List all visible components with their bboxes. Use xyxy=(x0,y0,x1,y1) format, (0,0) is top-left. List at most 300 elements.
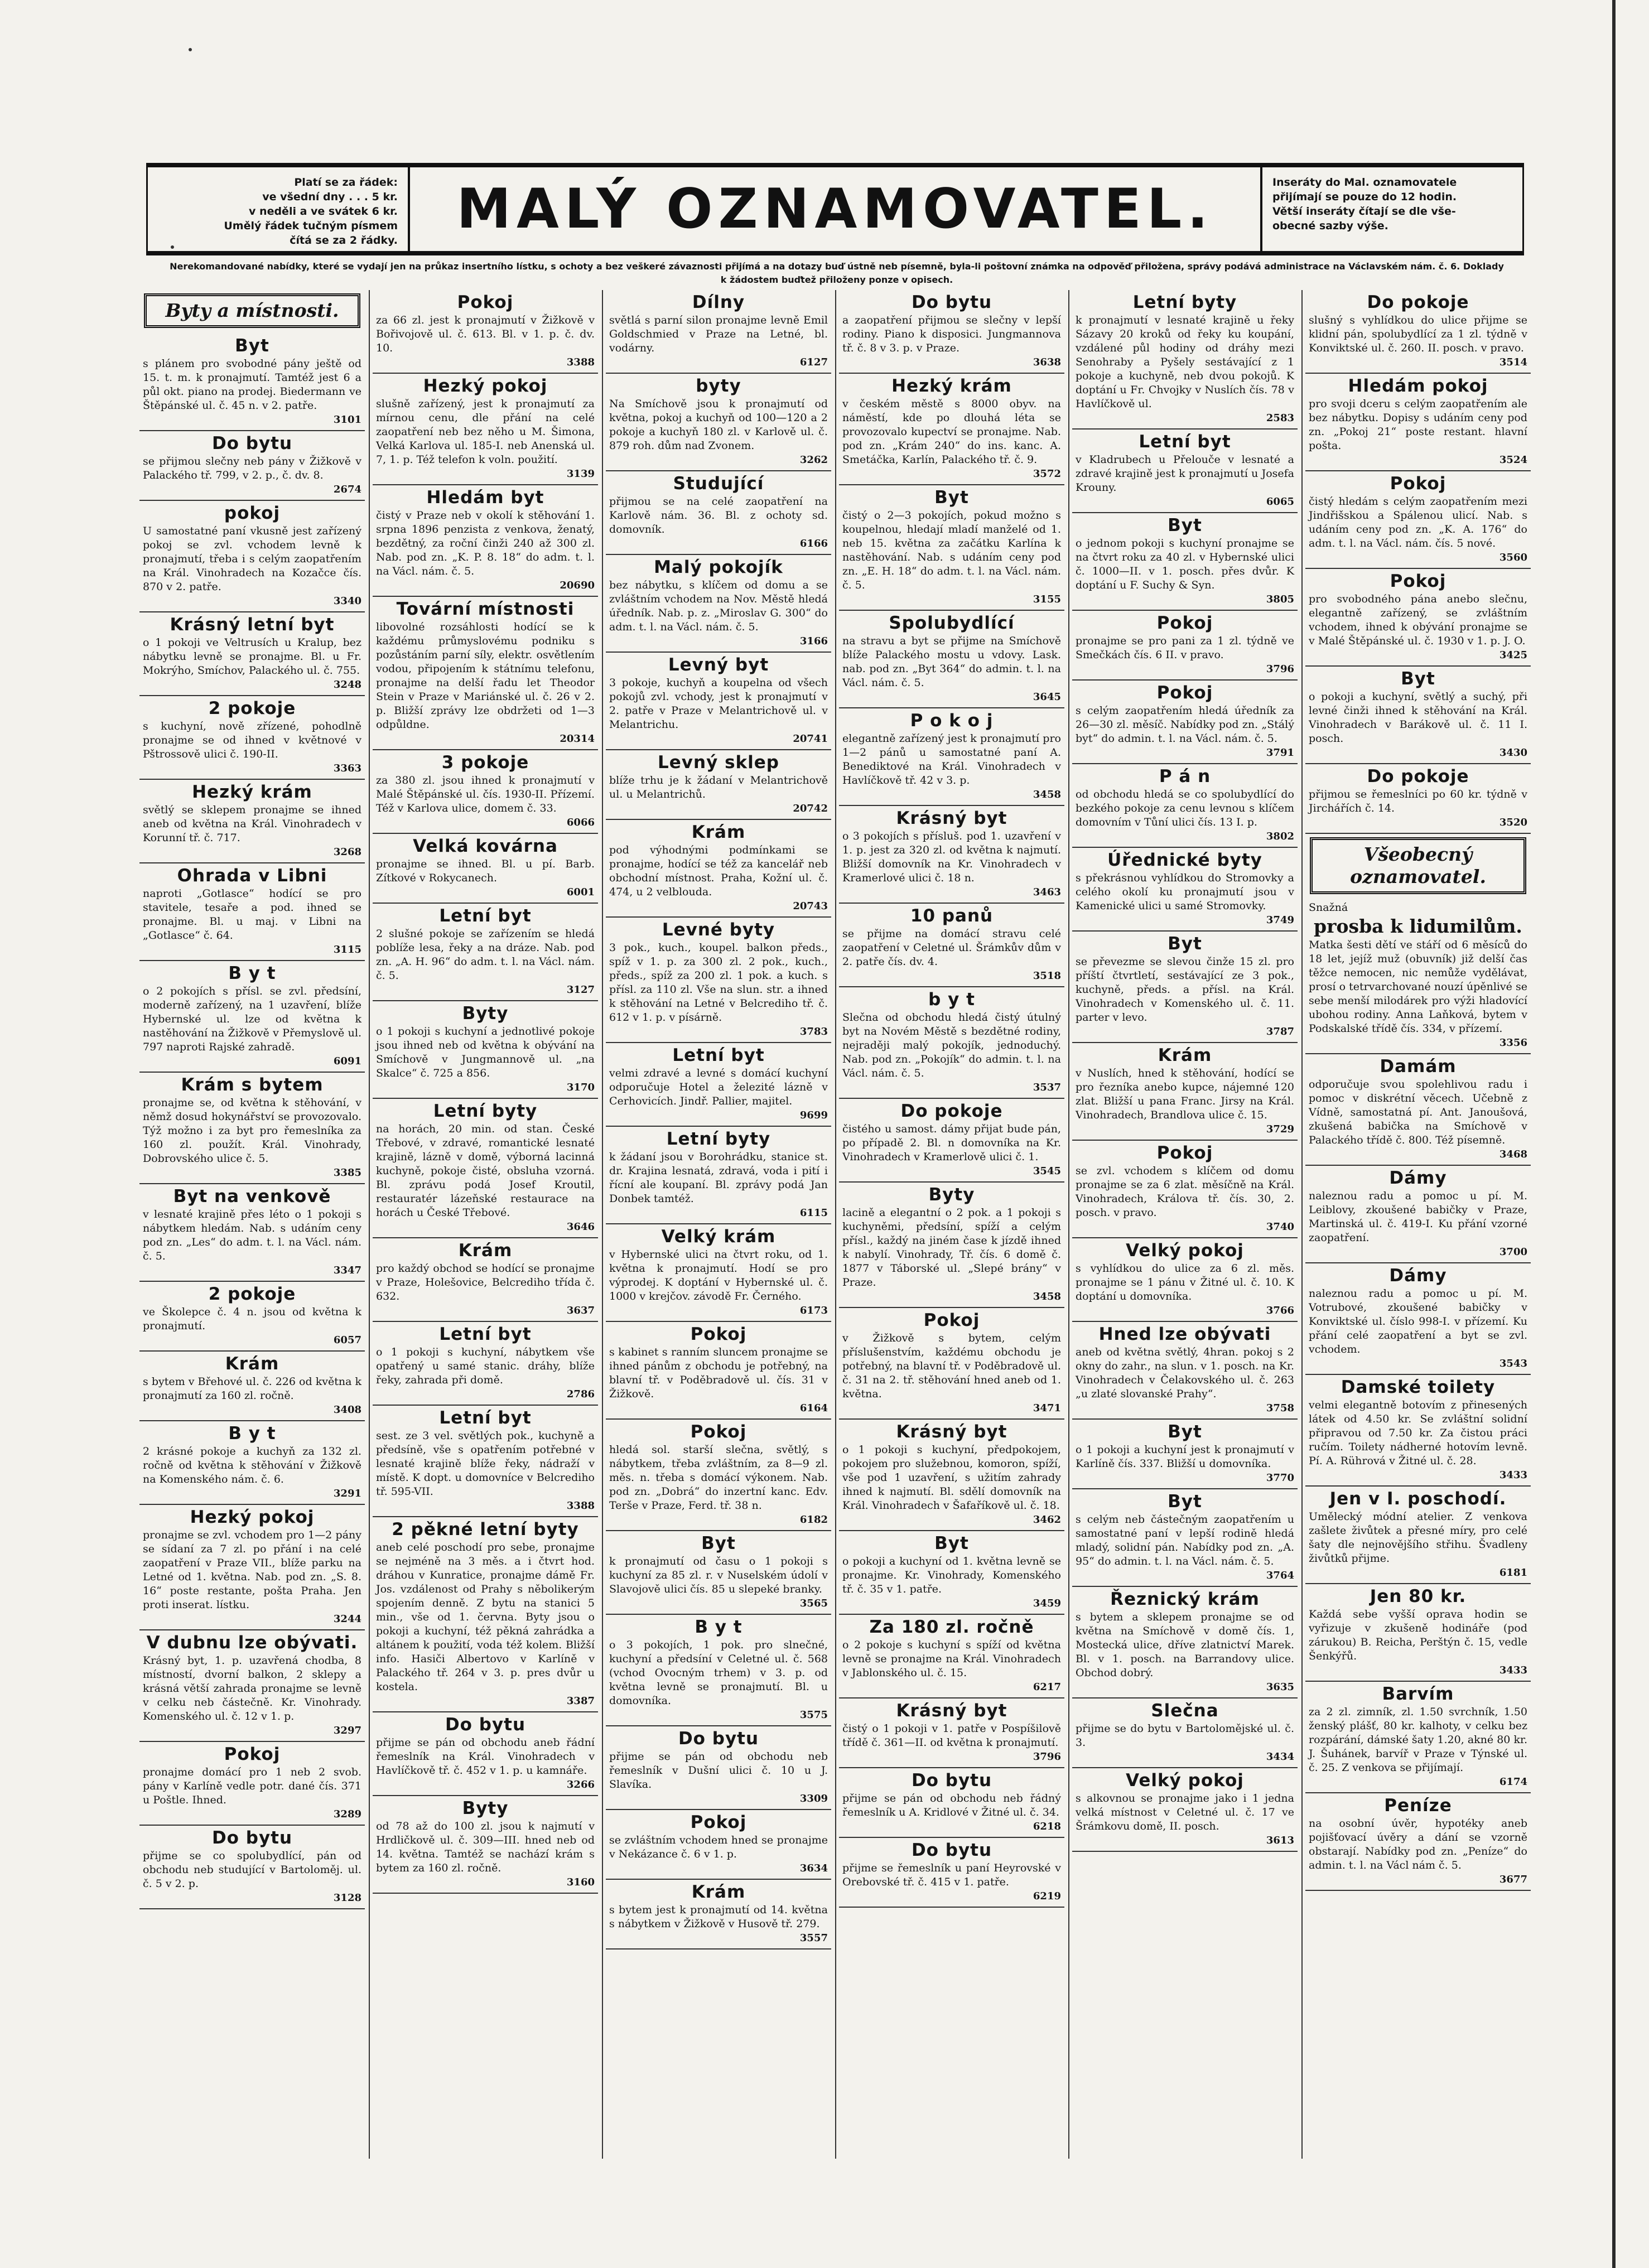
ad-heading: Krám xyxy=(458,1241,513,1261)
classified-ad xyxy=(606,750,831,820)
classified-ad xyxy=(139,501,365,612)
ad-text: o jednom pokoji s kuchyní pronajme se na čtvrt roku za 40 zl. v Hybernské ulici č. 1000—II. v 1. posch. přes dvůr. K doptání u F. Suchy & Syn. xyxy=(1076,537,1294,591)
ad-heading: Krásný byt xyxy=(896,808,1007,828)
section-title: Všeobecný oznamovatel. xyxy=(1310,837,1526,894)
ad-number: 3458 xyxy=(1033,789,1061,800)
ad-number: 3524 xyxy=(1499,454,1527,466)
classified-ad xyxy=(606,1810,831,1880)
ad-heading: Byt xyxy=(1168,515,1202,535)
ad-number: 20314 xyxy=(560,733,595,745)
ad-text: přijme se do bytu v Bartolomějské ul. č. 3. xyxy=(1076,1722,1294,1749)
ad-text: odporučuje svou spolehlivou radu i pomoc v diskrétní věcech. Učebně z Vídně, samostatná pí. Ant. Janoušová, zkušená babička na Smíchově v Palackého třídě č. 800. Též písemně. xyxy=(1309,1078,1527,1146)
pricing-line: čítá se za 2 řádky. xyxy=(290,234,398,247)
ad-heading: Jen 80 kr. xyxy=(1370,1586,1467,1606)
ad-number: 20741 xyxy=(793,733,828,745)
ad-text: za 380 zl. jsou ihned k pronajmutí v Malé Štěpánské ul. čís. 1930-II. Přízemí. Též v Karlova ulice, domem č. 33. xyxy=(376,774,595,814)
ad-heading: Letní byt xyxy=(439,906,532,926)
classified-ad xyxy=(1072,848,1298,932)
ad-text: na horách, 20 min. od stan. České Třebové, v zdravé, romantické lesnaté krajině, lázně v domě, výborná lacinná kuchyně, pokoje čisté, obsluha vzorná. Bl. zprávu podá Josef Kroutil, restauratér lázeňské restaurace na horách u České Třebové. xyxy=(376,1123,595,1219)
ad-number: 3646 xyxy=(566,1221,595,1233)
classified-ad xyxy=(1072,764,1298,848)
classified-ad xyxy=(1072,513,1298,611)
classified-ad xyxy=(839,290,1064,374)
ad-number: 3565 xyxy=(799,1598,828,1609)
ad-heading: B y t xyxy=(228,963,276,983)
ad-number: 3139 xyxy=(566,468,595,480)
ad-text: o 2 pokoje s kuchyní s spíží od května levně se pronajme na Král. Vinohradech v Jablonského ul. č. 15. xyxy=(842,1639,1061,1679)
ad-heading: Do bytu xyxy=(678,1729,759,1749)
ad-heading: Velký pokoj xyxy=(1126,1241,1244,1261)
classified-ad xyxy=(1305,1166,1531,1263)
classified-ad xyxy=(606,1127,831,1224)
ad-heading: Damské toilety xyxy=(1341,1377,1496,1397)
ad-text: Každá sebe vyšší oprava hodin se vyřizuje v zkušeně hodináře (pod zárukou) B. Reicha, Perštýn č. 15, vedle Šenkýřů. xyxy=(1309,1608,1527,1662)
ad-number: 3297 xyxy=(333,1725,361,1736)
classified-ad xyxy=(839,1698,1064,1768)
ad-text: se zvláštním vchodem hned se pronajme v Nekázance č. 6 v 1. p. xyxy=(609,1834,828,1860)
classified-ad xyxy=(606,1615,831,1726)
classified-ad xyxy=(839,485,1064,611)
classified-ad xyxy=(1305,1487,1531,1584)
classified-ad xyxy=(1305,471,1531,569)
ad-heading: Levný sklep xyxy=(658,752,779,773)
ad-text: slušný s vyhlídkou do ulice přijme se klidní pán, spolubydlící za 1 zl. týdně v Konviktské ul. č. 260. II. posch. v pravo. xyxy=(1309,314,1527,354)
ad-text: přijme se pán od obchodu neb řemeslník v Dušní ulici č. 10 u J. Slavíka. xyxy=(609,1750,828,1791)
classified-ad xyxy=(139,1184,365,1282)
classified-ad xyxy=(139,334,365,431)
ad-number: 3749 xyxy=(1266,914,1294,926)
ad-heading: Letní byty xyxy=(1132,292,1237,312)
ad-number: 3700 xyxy=(1499,1246,1527,1258)
ad-heading: Do pokoje xyxy=(1367,766,1469,786)
ad-text: o 1 pokoji s kuchyní a jednotlivé pokoje jsou ihned neb od května k obývání na Smíchově v Jungmannově ul. „na Skalce“ č. 725 a 856. xyxy=(376,1025,595,1079)
classified-ad xyxy=(373,1099,598,1238)
ad-heading: Velká kovárna xyxy=(413,836,558,856)
ad-number: 3408 xyxy=(333,1404,361,1416)
ad-text: slušně zařízený, jest k pronajmutí za mírnou cenu, dle přání na celé zaopatření neb bez něho u M. Šimona, Velká Karlova ul. 185-I. neb Anenská ul. 7, 1. p. Též telefon k voln. použití. xyxy=(376,398,595,466)
ad-number: 3572 xyxy=(1033,468,1061,480)
ad-heading: Byt xyxy=(1168,934,1202,954)
ad-heading: Pokoj xyxy=(1156,683,1213,703)
classified-ad xyxy=(606,290,831,374)
ad-text: čistý o 2—3 pokojích, pokud možno s koupelnou, hledají mladí manželé od 1. neb 15. května za začátku Karlína k nastěhování. Nab. s udáním ceny pod zn. „E. H. 18“ do adm. t. l. na Václ. nám. č. 5. xyxy=(842,509,1061,591)
ad-heading: Do pokoje xyxy=(1367,292,1469,312)
classified-ad xyxy=(139,1826,365,1909)
ad-heading: P o k o j xyxy=(910,711,994,731)
classified-ad xyxy=(606,374,831,471)
ad-number: 3796 xyxy=(1266,663,1294,675)
ad-number: 2583 xyxy=(1266,412,1294,424)
ad-text: bez nábytku, s klíčem od domu a se zvláštním vchodem na Nov. Městě hledá úředník. Nab. p. z. „Miroslav G. 300“ do adm. t. l. na Václ. nám. č. 5. xyxy=(609,579,828,633)
ad-text: s bytem jest k pronajmutí od 14. května s nábytkem v Žižkově v Husově tř. 279. xyxy=(609,1904,828,1930)
ad-heading: Krásný letní byt xyxy=(170,615,335,635)
ad-text: Krásný byt, 1. p. uzavřená chodba, 8 místností, dvorní balkon, 2 sklepy a krásná větší zahrada pronajme se levně v celku neb částečně. Kr. Vinohrady. Komenského ul. č. 12 v 1. p. xyxy=(143,1654,361,1722)
ad-heading: Byty xyxy=(462,1003,509,1024)
ad-heading: Do bytu xyxy=(445,1715,526,1735)
ad-number: 6057 xyxy=(333,1334,361,1346)
ad-heading: Krásný byt xyxy=(896,1701,1007,1721)
ad-text: s kabinet s ranním sluncem pronajme se ihned pánům z obchodu je potřebný, na blavní tř. v Poděbradově ul. čís. 31 v Žižkově. xyxy=(609,1346,828,1400)
classified-ad xyxy=(1072,611,1298,681)
ad-text: Umělecký módní atelier. Z venkova zašlete živůtek a přesné míry, pro celé šaty dle nejnovějšího střihu. Švadleny živůtků přijme. xyxy=(1309,1511,1527,1565)
ad-text: za 2 zl. zimník, zl. 1.50 svrchník, 1.50 ženský plášť, 80 kr. kalhoty, v celku bez rozpárání, dámské šaty 1.20, akné 80 kr. J. Šuhánek, barvíř v Praze v Týnské ul. č. 25. Z venkova se přijímají. xyxy=(1309,1706,1527,1774)
ad-number: 3766 xyxy=(1266,1305,1294,1316)
section-title: Byty a místnosti. xyxy=(144,293,360,328)
ad-number: 3575 xyxy=(799,1709,828,1721)
ad-text: naleznou radu a pomoc u pí. M. Votrubové, zkoušené babičky v Konviktské ul. číslo 998-I. v přízemí. Ku přání celé zaopatření a byt se zvl. vchodem. xyxy=(1309,1287,1527,1355)
classified-ad xyxy=(139,1421,365,1505)
classified-ad xyxy=(373,374,598,485)
ad-number: 3268 xyxy=(333,846,361,858)
ad-text: v českém městě s 8000 obyv. na náměstí, kde po dlouhá léta se provozovalo kupectví se pronajme. Nab. pod zn. „Krám 240“ do ins. kanc. A. Smetáčka, Karlín, Palackého tř. č. 9. xyxy=(842,398,1061,466)
ad-text: naleznou radu a pomoc u pí. M. Leiblovy, zkoušené babičky v Praze, Martinská ul. č. 419-I. Ku přání vzorné zaopatření. xyxy=(1309,1190,1527,1244)
ad-text: libovolné rozsáhlosti hodící se k každému průmyslovému podniku s pozůstáním parní síly, elektr. osvětlením vodou, připojením k státnímu telefonu, pronajme na delší řadu let Theodor Stein v Praze v Mariánské ul. č. 26 v 2. p. Bližší zprávy lze obdržeti od 1—3 odpůldne. xyxy=(376,621,595,731)
ad-heading: Krám xyxy=(225,1354,279,1374)
classified-ad xyxy=(1305,374,1531,471)
classified-ad xyxy=(1305,1263,1531,1375)
ad-text: přijme se pán od obchodu aneb řádní řemeslník na Král. Vinohradech v Havlíčkově tř. č. 452 v 1. p. u kamnáře. xyxy=(376,1736,595,1777)
classified-ad xyxy=(139,961,365,1073)
ad-heading: Dámy xyxy=(1389,1168,1447,1188)
ad-heading: Letní byt xyxy=(439,1324,532,1344)
ad-heading: Pokoj xyxy=(690,1812,747,1832)
masthead-note: Nerekomandované nabídky, které se vydají jen na průkaz insertního lístku, s ochoty a bez veškeré závaznosti přijímá a na dotazy buď ústně neb písemně, byla-li poštovní známka na odpověď přiložena, správy podává administrace na Václavském nám. č. 6. Doklady k žádostem buďtež přiloženy ponze v opisech. xyxy=(170,261,1504,285)
ad-number: 3115 xyxy=(333,944,361,956)
ad-number: 6001 xyxy=(566,886,595,898)
ad-number: 3557 xyxy=(799,1932,828,1944)
pricing-line: v neděli a ve svátek 6 kr. xyxy=(249,205,398,218)
classified-ad xyxy=(1305,569,1531,667)
classified-ad xyxy=(1305,900,1531,1054)
ad-text: aneb od května světlý, 4hran. pokoj s 2 okny do zahr., na slun. v 1. posch. na Kr. Vinohradech v Čelakovského ul. č. 263 „u zlaté slovanské Prahy“. xyxy=(1076,1346,1294,1400)
classified-ad xyxy=(373,1406,598,1517)
ad-heading: Za 180 zl. ročně xyxy=(869,1617,1034,1637)
ad-heading: Pokoj xyxy=(1390,474,1447,494)
ad-heading: Byt xyxy=(934,488,969,508)
classified-ad xyxy=(839,1183,1064,1308)
ad-heading: Jen v I. poschodí. xyxy=(1329,1489,1507,1509)
ad-text: 3 pokoje, kuchyň a koupelna od všech pokojů zvl. vchody, jest k pronajmutí v 2. patře v Praze v Melantrichově ul. v Melantrichu. xyxy=(609,677,828,731)
classified-ad xyxy=(606,555,831,653)
classified-ad xyxy=(606,1531,831,1615)
classified-ad xyxy=(1305,1584,1531,1682)
ad-number: 3101 xyxy=(333,414,361,426)
classified-ad xyxy=(139,696,365,780)
ad-number: 6174 xyxy=(1499,1776,1527,1788)
ad-text: pronajme domácí pro 1 neb 2 svob. pány v Karlíně vedle potr. dané čís. 371 u Poštle. Ihned. xyxy=(143,1766,361,1806)
classified-ad xyxy=(1072,932,1298,1043)
ad-heading: Byty xyxy=(928,1185,975,1205)
ad-number: 3244 xyxy=(333,1613,361,1625)
ad-text: o 1 pokoji ve Veltrusích u Kralup, bez nábytku levně se pronajme. Bl. u Fr. Mokrýho, Smíchov, Palackého ul. č. 755. xyxy=(143,636,361,677)
classified-ad xyxy=(139,1505,365,1630)
ad-heading: Byt xyxy=(701,1533,736,1553)
ad-heading: Byty xyxy=(462,1798,509,1818)
classified-ad xyxy=(1305,290,1531,374)
ad-number: 6065 xyxy=(1266,496,1294,508)
ad-text: s vyhlídkou do ulice za 6 zl. měs. pronajme se 1 pánu v Žitné ul. č. 10. K doptání u domovníka. xyxy=(1076,1262,1294,1302)
ad-heading: Krásný byt xyxy=(896,1422,1007,1442)
ad-text: za 66 zl. jest k pronajmutí v Žižkově v Bořivojově ul. č. 613. Bl. v 1. p. č. dv. 10. xyxy=(376,314,595,354)
ad-number: 3388 xyxy=(566,1500,595,1512)
ad-column-6 xyxy=(1305,290,1531,2159)
ad-number: 6217 xyxy=(1033,1681,1061,1693)
ad-number: 3543 xyxy=(1499,1358,1527,1369)
ad-heading: Tovární místnosti xyxy=(396,599,575,619)
classified-ad xyxy=(839,1615,1064,1698)
ad-number: 6091 xyxy=(333,1055,361,1067)
ad-number: 3385 xyxy=(333,1167,361,1179)
ad-number: 3677 xyxy=(1499,1874,1527,1885)
ad-number: 3289 xyxy=(333,1808,361,1820)
ad-text: na stravu a byt se přijme na Smíchově blíže Palackého mostu u vdovy. Lask. nab. pod zn. „Byt 364“ do admin. t. l. na Václ. nám. č. 5. xyxy=(842,635,1061,689)
ad-text: sest. ze 3 vel. světlých pok., kuchyně a předsíně, vše s opatřením potřebné v lesnaté krajině blíže řeky, nádraží v místě. K dopt. u domovníce v Belcrediho tř. 595-VII. xyxy=(376,1430,595,1498)
classified-ad xyxy=(839,987,1064,1099)
ad-heading: Levné byty xyxy=(662,920,775,940)
ad-number: 3758 xyxy=(1266,1402,1294,1414)
ad-number: 9699 xyxy=(799,1109,828,1121)
ad-heading: 3 pokoje xyxy=(441,752,529,773)
classified-ad xyxy=(1072,1141,1298,1238)
ad-heading: 10 panů xyxy=(910,906,994,926)
ad-number: 3635 xyxy=(1266,1681,1294,1693)
ad-number: 3363 xyxy=(333,763,361,774)
ad-number: 3638 xyxy=(1033,356,1061,368)
classified-ad xyxy=(839,374,1064,485)
ad-number: 20742 xyxy=(793,803,828,814)
ad-number: 3537 xyxy=(1033,1082,1061,1093)
ad-heading: Úřednické byty xyxy=(1107,850,1262,870)
ad-heading: Hezký krám xyxy=(192,782,312,802)
classified-ad xyxy=(139,1073,365,1184)
ad-heading: Hezký krám xyxy=(891,376,1012,396)
ad-number: 3160 xyxy=(566,1876,595,1888)
ad-heading: Levný byt xyxy=(668,655,769,675)
ad-text: s alkovnou se pronajme jako i 1 jedna velká místnost v Celetné ul. č. 17 ve Šrámkovu domě, II. posch. xyxy=(1076,1792,1294,1832)
ad-text: o 1 pokoji s kuchyní, předpokojem, pokojem pro služebnou, komoron, spíží, vše pod 1 uzavření, s užitím zahrady ihned k najmutí. Bl. sdělí domovník na Král. Vinohradech v Šafaříkově ul. č. 18. xyxy=(842,1444,1061,1512)
ad-text: aneb celé poschodí pro sebe, pronajme se nejméně na 3 měs. a i čtvrt hod. dráhou v Kunratice, pronajme dámě Fr. Jos. vzdálenost od Prahy s něbolikerým spojením denně. Z bytu na stanici 5 min., vše od 1. června. Byty jsou o pokoji a kuchyní, též pěkná zahrádka a altánem k použití, voda též kolem. Bližší info. Hasiči Albertovo v Karlíně v Palackého tř. 264 v 3. p. pres dvůr u kostela. xyxy=(376,1541,595,1693)
ad-text: k pronajmutí od času o 1 pokoji s kuchyní za 85 zl. r. v Nuselském údolí v Slavojově ulici čís. 85 u slepeké branky. xyxy=(609,1555,828,1595)
ad-number: 3433 xyxy=(1499,1469,1527,1481)
ad-number: 3388 xyxy=(566,356,595,368)
classified-ad xyxy=(1305,667,1531,764)
ad-heading: Pokoj xyxy=(690,1422,747,1442)
classified-ad xyxy=(839,611,1064,708)
ad-number: 3262 xyxy=(799,454,828,466)
ad-text: o 2 pokojích s přísl. se zvl. předsíní, moderně zařízený, na 1 uzavření, blíže Hybernské ul. lze od května k nastěhování na Žižkově v Přemyslově ul. 797 naproti Rajské zahradě. xyxy=(143,985,361,1053)
ad-number: 3127 xyxy=(566,984,595,996)
classified-ad xyxy=(139,431,365,501)
ad-text: čistý v Praze neb v okolí k stěhování 1. srpna 1896 penzista z venkova, ženatý, bezdětný, za roční činži 240 až 300 zl. Nab. pod zn. „K. P. 8. 18“ do adm. t. l. na Václ. nám. č. 5. xyxy=(376,509,595,577)
ad-text: s překrásnou vyhlídkou do Stromovky a celého okolí ku pronajmutí jsou v Kamenické ulici u samé Stromovky. xyxy=(1076,872,1294,912)
classified-ad xyxy=(839,1099,1064,1183)
ad-number: 6127 xyxy=(799,356,828,368)
classified-ad xyxy=(839,1838,1064,1908)
ad-heading: Hezký pokoj xyxy=(190,1507,315,1527)
classified-ad xyxy=(839,904,1064,987)
ad-text: o 1 pokoji a kuchyní jest k pronajmutí v Karlíně čís. 337. Bližší u domovníka. xyxy=(1076,1444,1294,1470)
classified-ad xyxy=(373,290,598,374)
ad-number: 6166 xyxy=(799,538,828,549)
ad-heading: byty xyxy=(696,376,741,396)
ad-number: 3471 xyxy=(1033,1402,1061,1414)
ad-number: 3787 xyxy=(1266,1026,1294,1038)
ad-number: 6115 xyxy=(799,1207,828,1219)
ad-text: k žádaní jsou v Borohrádku, stanice st. dr. Krajina lesnatá, zdravá, voda i pití i řícní ale koupaní. Bl. zprávy podá Jan Donbek tamtéž. xyxy=(609,1151,828,1205)
ad-number: 6173 xyxy=(799,1305,828,1316)
ad-number: 3560 xyxy=(1499,552,1527,563)
ad-text: pronajme se ihned. Bl. u pí. Barb. Zítkové v Rokycanech. xyxy=(376,858,595,884)
masthead-title: MALÝ OZNAMOVATEL. xyxy=(456,177,1214,241)
ad-number: 3462 xyxy=(1033,1514,1061,1526)
classified-ad xyxy=(373,834,598,904)
ad-number: 3266 xyxy=(566,1779,595,1791)
classified-ad xyxy=(606,1726,831,1810)
ad-text: se převezme se slevou činže 15 zl. pro příští čtvrtletí, sestávající ze 3 pok., kuchyně, předs. a přísl. na Král. Vinohradech v Komenského ul. č. 11. parter v levo. xyxy=(1076,956,1294,1024)
ad-text: v lesnaté krajině přes léto o 1 pokoji s nábytkem hledám. Nab. s udáním ceny pod zn. „Les“ do adm. t. l. na Václ. nám. č. 5. xyxy=(143,1208,361,1262)
ad-text: Matka šesti dětí ve stáří od 6 měsíců do 18 let, jejíž muž (obuvník) již delší čas těžce nemocen, nic nemůže vydělávat, prosí o tetrvarchované nouzí úpěnlivé se sebe menší milodárek pro výži hladovící ubohou rodiny. Anna Laňková, bytem v Podskalské třídě čís. 334, v přízemí. xyxy=(1309,939,1527,1035)
ad-text: o 1 pokoji s kuchyní, nábytkem vše opatřený u samé stanic. dráhy, blíže řeky, zahrada při domě. xyxy=(376,1346,595,1386)
ad-heading: Peníze xyxy=(1384,1796,1452,1816)
ad-text: čistý o 1 pokoji v 1. patře v Pospíšilově třídě č. 361—II. od května k pronajmutí. xyxy=(842,1722,1061,1749)
ad-text: pronajme se pro pani za 1 zl. týdně ve Smečkách čís. 6 II. v pravo. xyxy=(1076,635,1294,661)
ad-heading: Letní byt xyxy=(672,1045,765,1065)
ad-number: 6218 xyxy=(1033,1821,1061,1832)
ad-heading: Krám xyxy=(691,822,746,842)
classified-ad xyxy=(1072,1489,1298,1587)
ad-number: 3309 xyxy=(799,1793,828,1804)
classified-ad xyxy=(373,1712,598,1796)
ad-text: pronajme se zvl. vchodem pro 1—2 pány se sídaní za 7 zl. po přání i na celé zaopatření v Praze VII., blíže parku na Letné od 1. května. Nab. pod zn. „S. 8. 16“ poste restante, pošta Praha. Jen proti inserat. lístku. xyxy=(143,1529,361,1611)
ad-text: hledá sol. starší slečna, světlý, s nábytkem, třeba zvláštním, za 8—9 zl. měs. n. třeba s domácí výkonem. Nab. pod zn. „Dobrá“ do inzertní kanc. Edv. Terše v Praze, Ferd. tř. 38 n. xyxy=(609,1444,828,1512)
ad-heading: Malý pokojík xyxy=(654,557,783,577)
classified-ad xyxy=(606,1880,831,1949)
classified-ad xyxy=(373,485,598,597)
ad-number: 3340 xyxy=(333,595,361,607)
ad-number: 6181 xyxy=(1499,1567,1527,1579)
ad-column-2 xyxy=(373,290,598,2159)
classified-ad xyxy=(1072,430,1298,513)
ad-text: s kuchyní, nově zřízené, pohodlně pronajme se od ihned v květnové v Pštrossově ulici č. 190-II. xyxy=(143,720,361,760)
ad-number: 3634 xyxy=(799,1862,828,1874)
ad-heading: Byt xyxy=(1168,1422,1202,1442)
classified-ad xyxy=(1305,1375,1531,1487)
ad-text: blíže trhu je k žádaní v Melantrichově ul. u Melantrichů. xyxy=(609,774,828,800)
ad-heading: Krám s bytem xyxy=(181,1075,324,1095)
ad-number: 6164 xyxy=(799,1402,828,1414)
ad-number: 3796 xyxy=(1033,1751,1061,1763)
ad-number: 6219 xyxy=(1033,1890,1061,1902)
ad-number: 2674 xyxy=(333,484,361,495)
ad-heading: Letní byt xyxy=(1139,432,1231,452)
ad-number: 6182 xyxy=(799,1514,828,1526)
classified-ad xyxy=(1072,1322,1298,1420)
ad-heading: Do bytu xyxy=(911,292,992,312)
ad-text: elegantně zařízený jest k pronajmutí pro 1—2 pánů u samostatné paní A. Benediktové na Král. Vinohradech v Havlíčkově tř. 42 v 3. p. xyxy=(842,732,1061,786)
ad-heading: Hledám pokoj xyxy=(1348,376,1488,396)
ad-text: čistého u samost. dámy přijat bude pán, po případě 2. Bl. n domovníka na Kr. Vinohradech v Kramerlově ulici č. 1. xyxy=(842,1123,1061,1163)
ad-text: U samostatné paní vkusně jest zařízený pokoj se zvl. vchodem levně k pronajmutí, třeba i s celým zaopatřením na Král. Vinohradech na Kozačce čís. 870 v 2. patře. xyxy=(143,525,361,593)
ad-heading: Byt xyxy=(1168,1492,1202,1512)
ad-number: 3434 xyxy=(1266,1751,1294,1763)
ad-heading: B y t xyxy=(228,1423,276,1444)
ad-heading: Studující xyxy=(673,474,764,494)
ad-heading: Hezký pokoj xyxy=(423,376,548,396)
ad-heading: Dílny xyxy=(692,292,745,312)
ad-heading: Velký pokoj xyxy=(1126,1770,1244,1791)
ad-text: 3 pok., kuch., koupel. balkon předs., spíž v 1. p. za 300 zl. 2 pok., kuch., předs., spíž za 200 zl. 1 pok. a kuch. s přísl. za 110 zl. Vše na slun. str. a ihned k stěhování na Letné v Belcrediho tř. č. 612 v 1. p. v písárně. xyxy=(609,942,828,1024)
ad-number: 3613 xyxy=(1266,1835,1294,1846)
ad-heading: Pokoj xyxy=(690,1324,747,1344)
ad-text: přijmou se na celé zaopatření na Karlově nám. 36. Bl. z ochoty sd. domovník. xyxy=(609,495,828,535)
ad-heading: Do bytu xyxy=(911,1770,992,1791)
classified-ad xyxy=(1305,1054,1531,1166)
ad-text: s bytem v Břehové ul. č. 226 od května k pronajmutí za 160 zl. ročně. xyxy=(143,1376,361,1402)
classified-ad xyxy=(839,1420,1064,1531)
ad-heading: Byt xyxy=(1401,669,1435,689)
classified-ad xyxy=(373,1796,598,1894)
ad-heading: Dámy xyxy=(1389,1266,1447,1286)
insert-rules-box xyxy=(1260,167,1522,251)
ad-text: velmi elegantně botovím z přinesených látek od 4.50 kr. Se zvláštní solidní připravou od 7.50 kr. Za čistou práci ručím. Toilety nádherné hotovím levně. Pí. A. Rührová v Žitné ul. č. 28. xyxy=(1309,1399,1527,1467)
ad-heading: pokoj xyxy=(224,503,281,523)
ad-text: na osobní úvěr, hypotéky aneb pojišťovací úvěry a dání se vzorně obstarají. Nabídky pod zn. „Peníze“ do admin. t. l. na Václ nám č. 5. xyxy=(1309,1817,1527,1871)
classified-ad xyxy=(1072,290,1298,430)
ad-heading: Pokoj xyxy=(457,292,514,312)
classified-ad xyxy=(606,1322,831,1420)
classified-ad xyxy=(606,471,831,555)
classified-ad xyxy=(1072,1768,1298,1852)
classified-ad xyxy=(606,653,831,750)
ad-text: přijme se pán od obchodu neb řádný řemeslník u A. Kridlové v Žitné ul. č. 34. xyxy=(842,1792,1061,1818)
print-speck xyxy=(189,48,192,51)
ad-heading: Do bytu xyxy=(911,1840,992,1860)
ad-heading: Řeznický krám xyxy=(1110,1589,1260,1609)
ad-number: 3805 xyxy=(1266,593,1294,605)
classified-ad xyxy=(1305,764,1531,834)
ad-number: 3637 xyxy=(566,1305,595,1316)
ad-heading: Ohrada v Libni xyxy=(177,866,327,886)
ad-text: přijme se co spolubydlící, pán od obchodu neb studující v Bartoloměj. ul. č. 5 v 2. p. xyxy=(143,1850,361,1890)
ad-heading: Do bytu xyxy=(211,1828,293,1848)
ad-text: čistý hledám s celým zaopatřením mezi Jindřišskou a Spálenou ulicí. Nab. s udáním ceny pod zn. „K. A. 176“ do adm. t. l. na Václ. nám. čís. 5 nové. xyxy=(1309,495,1527,549)
ad-number: 3459 xyxy=(1033,1598,1061,1609)
classified-ad xyxy=(1072,1698,1298,1768)
ad-heading: Pokoj xyxy=(224,1744,281,1764)
classified-ad xyxy=(373,1238,598,1322)
ad-heading: Krám xyxy=(691,1882,746,1902)
ad-heading: Byt xyxy=(934,1533,969,1553)
ad-heading: Do bytu xyxy=(211,433,293,453)
classified-ad xyxy=(373,1322,598,1406)
ad-number: 3514 xyxy=(1499,356,1527,368)
ad-number: 3468 xyxy=(1499,1149,1527,1160)
ad-heading: prosba k lidumilům. xyxy=(1314,915,1522,937)
ad-text: se přijmou slečny neb pány v Žižkově v Palackého tř. 799, v 2. p., č. dv. 8. xyxy=(143,455,361,481)
ad-text: s celým zaopatřením hledá úředník za 26—30 zl. měsíč. Nabídky pod zn. „Stálý byt“ do admin. t. l. na Václ. nám. č. 5. xyxy=(1076,704,1294,745)
classified-ad xyxy=(139,612,365,696)
ad-number: 20743 xyxy=(793,900,828,912)
ad-text: s bytem a sklepem pronajme se od května na Smíchově v domě čís. 1, Mostecká ulice, dříve zlatnictví Marek. Bl. v 1. posch. na Barrandovy ulice. Obchod dobrý. xyxy=(1076,1611,1294,1679)
ad-text: velmi zdravé a levné s domácí kuchyní odporučuje Hotel a železité lázně v Cerhovicích. Jindř. Pallier, majitel. xyxy=(609,1067,828,1107)
ad-column-4 xyxy=(839,290,1064,2159)
ad-number: 20690 xyxy=(560,580,595,591)
ad-text: o 3 pokojích s přísluš. pod 1. uzavření v 1. p. jest za 320 zl. od května k najmutí. Bližší domovník na Kr. Vinohradech v Kramerlové ulici č. 18 n. xyxy=(842,830,1061,884)
ad-heading: Letní byt xyxy=(439,1408,532,1428)
ad-number: 3291 xyxy=(333,1488,361,1499)
ad-number: 3248 xyxy=(333,679,361,691)
classified-ad xyxy=(606,1043,831,1127)
